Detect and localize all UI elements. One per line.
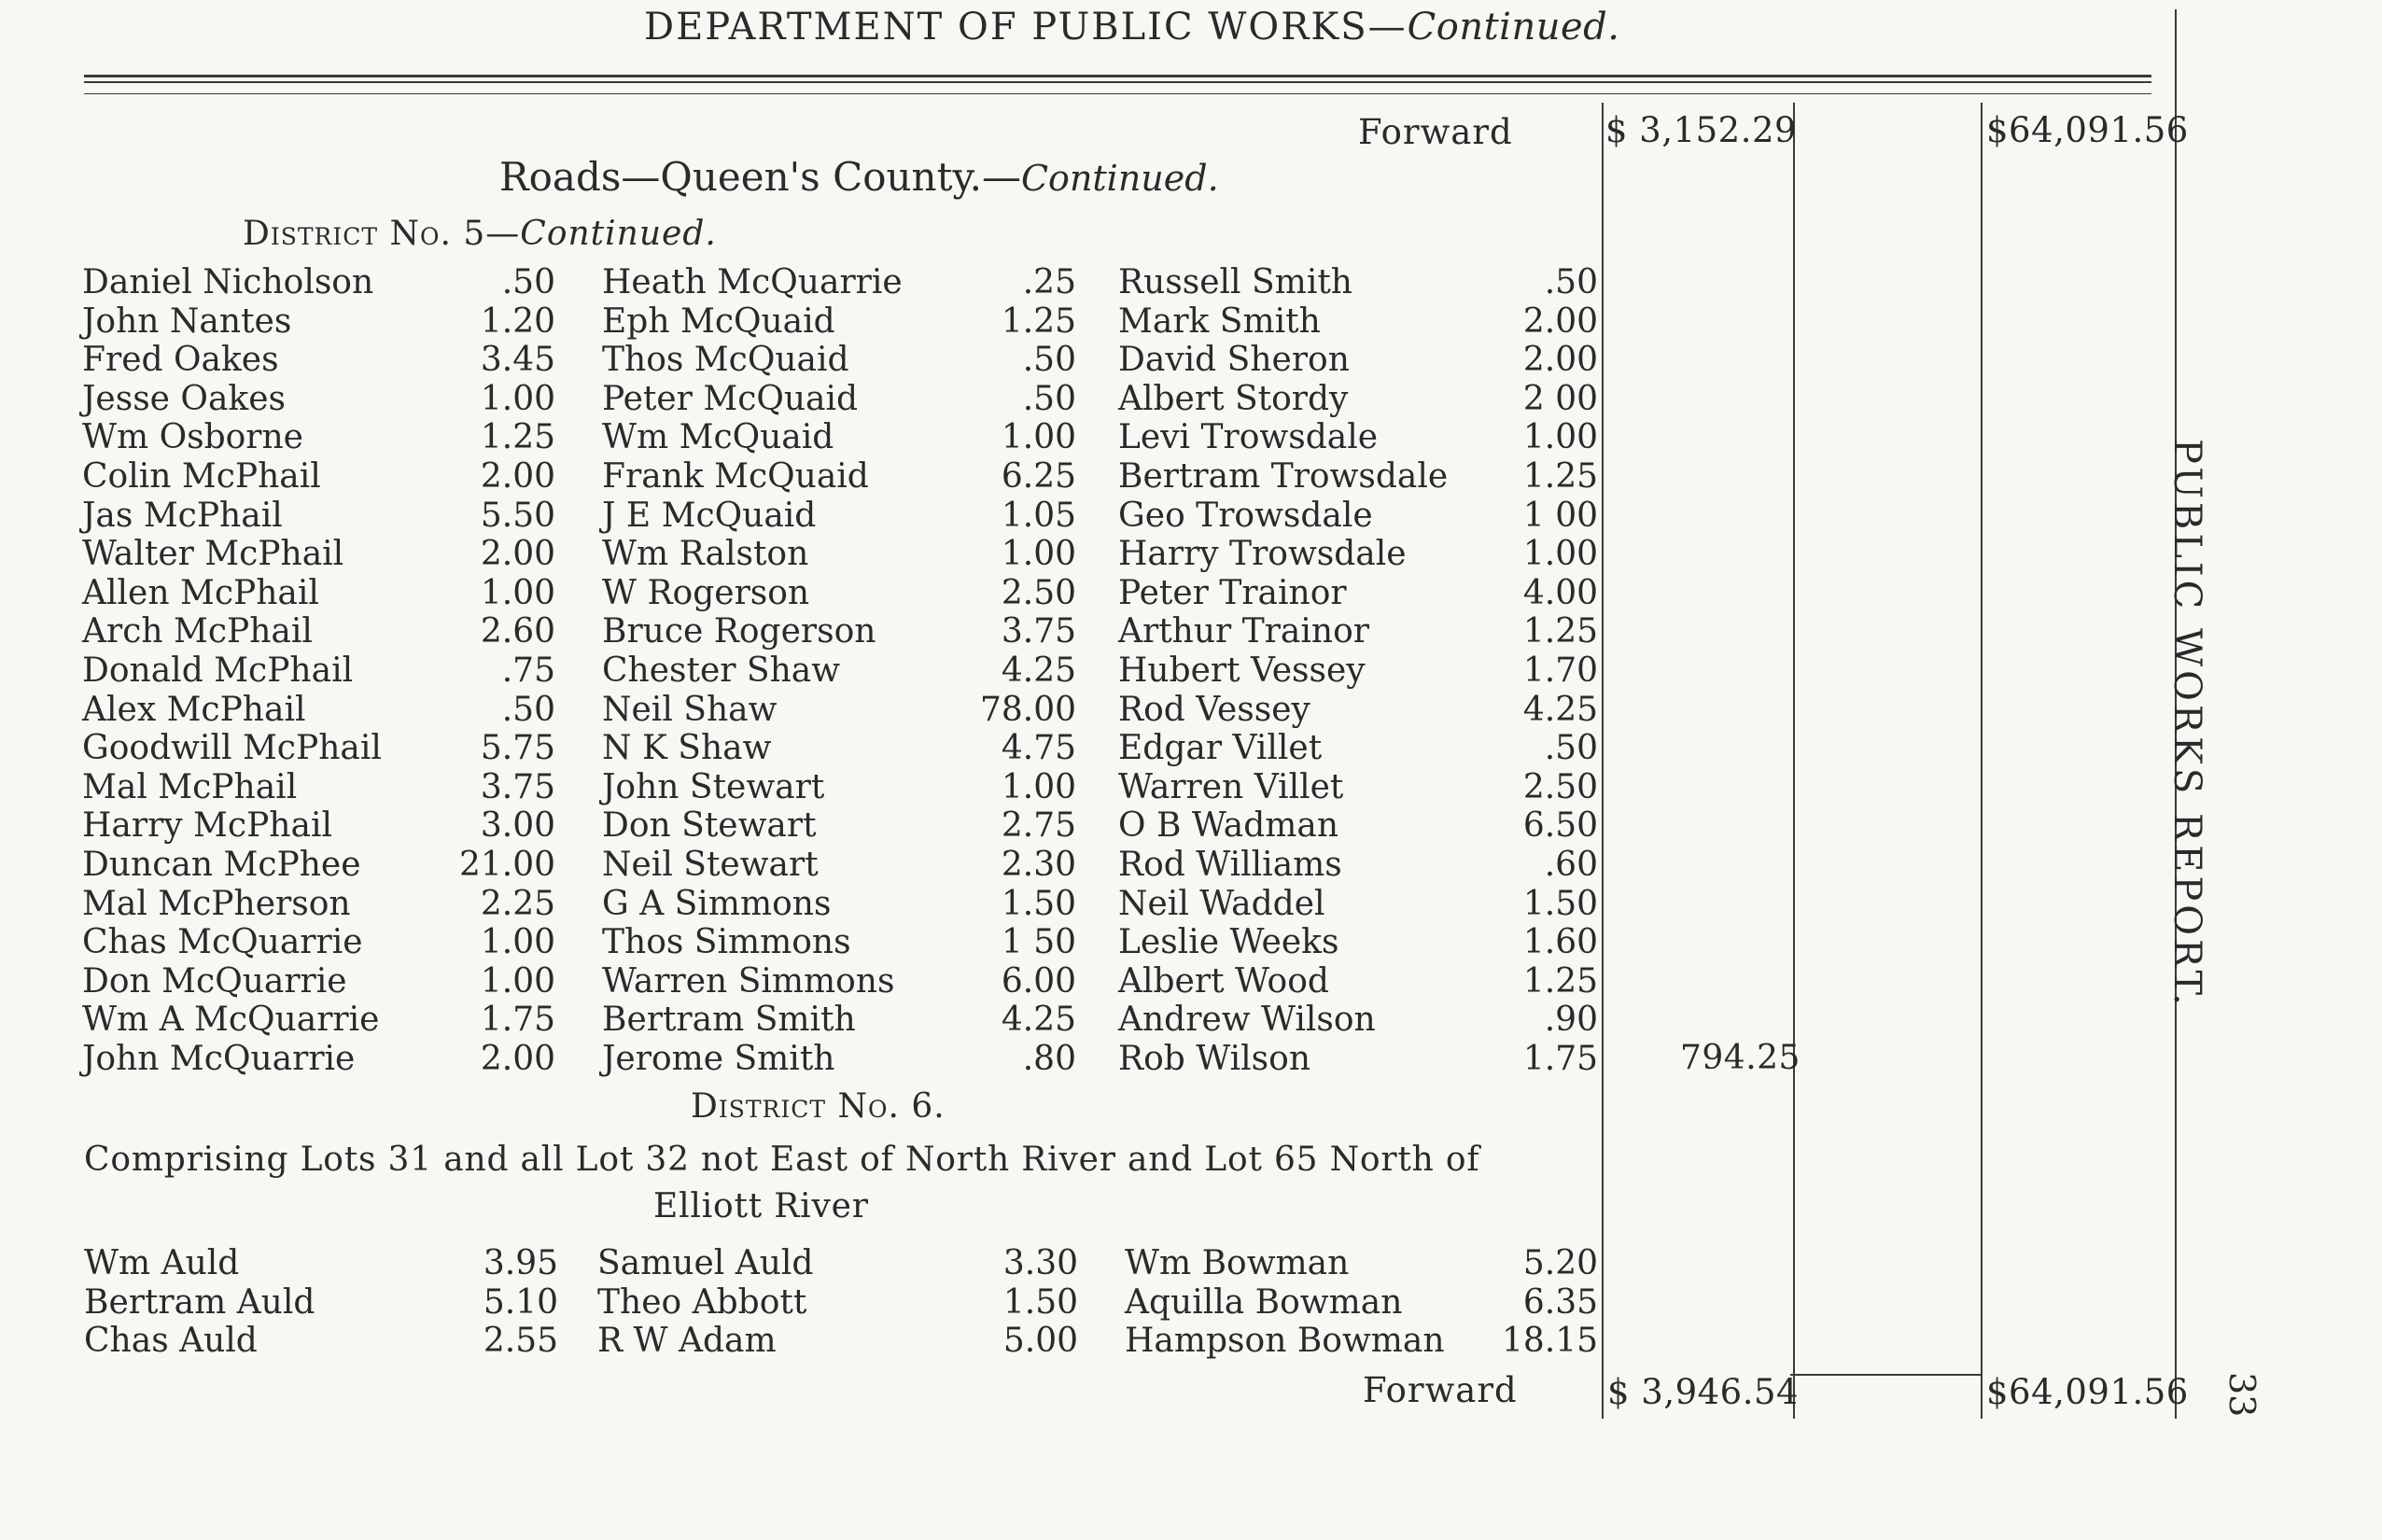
list-item	[1118, 341, 1598, 380]
entry-name: Hubert Vessey	[1118, 651, 1366, 690]
entry-name: Edgar Villet	[1118, 729, 1323, 768]
list-item	[1118, 380, 1598, 419]
entry-amount: 6.50	[1522, 806, 1598, 846]
entry-name: Wm Bowman	[1125, 1244, 1350, 1282]
entry-amount: 5.20	[1522, 1244, 1598, 1282]
entry-name: N K Shaw	[602, 729, 772, 768]
entry-amount: 1.00	[1001, 767, 1076, 806]
entry-name: Allen McPhail	[82, 573, 319, 612]
entry-amount: 1.25	[1522, 612, 1598, 651]
list-item	[1118, 1001, 1598, 1040]
entry-name: Peter Trainor	[1118, 573, 1347, 612]
list-item	[82, 457, 555, 497]
list-item	[602, 612, 1076, 651]
list-item	[1118, 691, 1598, 730]
entry-amount: 5.50	[480, 496, 555, 535]
entry-name: Mal McPhail	[82, 767, 298, 806]
entry-name: Arch McPhail	[82, 612, 313, 651]
entry-amount: 2.55	[483, 1322, 558, 1361]
entry-name: Aquilla Bowman	[1125, 1282, 1403, 1322]
entry-amount: 1.00	[1001, 418, 1076, 457]
entry-amount: 1.00	[480, 923, 555, 962]
forward-bottom-label: Forward	[1363, 1370, 1518, 1410]
list-item	[602, 263, 1076, 302]
list-item	[602, 1001, 1076, 1040]
entry-name: Harry Trowsdale	[1118, 535, 1407, 574]
list-item	[602, 341, 1076, 380]
entry-name: Donald McPhail	[82, 651, 354, 690]
amount-column-rule	[1602, 103, 1604, 1419]
section-title-text: Roads—Queen's County.	[499, 154, 982, 200]
list-item	[1118, 768, 1598, 807]
entry-amount: 5.10	[483, 1282, 558, 1322]
list-item	[1118, 418, 1598, 457]
list-item	[1118, 457, 1598, 497]
list-item	[82, 691, 555, 730]
entry-name: Leslie Weeks	[1118, 923, 1339, 962]
entry-name: Russell Smith	[1118, 263, 1352, 301]
header-rule-thin	[84, 93, 2151, 94]
entry-name: Don Stewart	[602, 806, 817, 846]
district6-description-line1: Comprising Lots 31 and all Lot 32 not East of North River and Lot 65 North of	[84, 1141, 1480, 1179]
list-item	[602, 1040, 1076, 1079]
entry-amount: .50	[1022, 341, 1076, 380]
entry-name: Fred Oakes	[82, 341, 279, 380]
entry-amount: .80	[1022, 1040, 1076, 1078]
entry-amount: 2.00	[1522, 301, 1598, 341]
middle-column-rule	[1793, 103, 1795, 1419]
entry-name: John McQuarrie	[82, 1040, 356, 1078]
entry-amount: 6.25	[1001, 457, 1076, 496]
entry-name: Albert Stordy	[1118, 379, 1349, 418]
entry-name: R W Adam	[597, 1322, 777, 1361]
list-item	[1118, 923, 1598, 962]
entry-name: Theo Abbott	[597, 1282, 807, 1322]
list-item	[84, 1283, 558, 1323]
forward-bottom-total: $64,091.56	[1986, 1372, 2189, 1412]
entry-name: Goodwill McPhail	[82, 729, 382, 768]
district5-dash: —	[485, 215, 521, 253]
list-item	[82, 962, 555, 1001]
district5-label: District No. 5	[243, 215, 486, 253]
entry-name: Chas Auld	[84, 1322, 258, 1361]
list-item	[602, 535, 1076, 574]
list-item	[602, 418, 1076, 457]
entry-amount: 1 00	[1522, 496, 1598, 535]
list-item	[1118, 497, 1598, 536]
forward-underline-rule	[1790, 1374, 1981, 1376]
header-dash: —	[1367, 6, 1408, 49]
entry-name: Colin McPhail	[82, 457, 321, 496]
list-item	[1118, 651, 1598, 691]
list-item	[1125, 1322, 1598, 1361]
list-item	[82, 341, 555, 380]
entry-amount: 2.00	[480, 1040, 555, 1078]
entry-amount: 2.50	[1522, 767, 1598, 806]
forward-top-total: $64,091.56	[1986, 110, 2189, 150]
entry-amount: 21.00	[458, 846, 555, 884]
entry-amount: 78.00	[979, 690, 1076, 729]
entry-amount: 1.00	[1522, 418, 1598, 457]
list-item	[602, 691, 1076, 730]
list-item	[82, 651, 555, 691]
entry-amount: 3.45	[480, 341, 555, 380]
entry-name: Albert Wood	[1118, 961, 1329, 1001]
page-header	[644, 6, 1619, 49]
list-item	[597, 1283, 1078, 1323]
entry-name: Samuel Auld	[597, 1244, 814, 1282]
entry-name: Bruce Rogerson	[602, 612, 876, 651]
list-item	[602, 380, 1076, 419]
entry-amount: .50	[1544, 729, 1598, 768]
entry-amount: 5.75	[480, 729, 555, 768]
entry-amount: 2.50	[1001, 573, 1076, 612]
entry-amount: 2.30	[1001, 846, 1076, 884]
entry-amount: 1.05	[1001, 496, 1076, 535]
list-item	[602, 923, 1076, 962]
entry-amount: 5.00	[1002, 1322, 1078, 1361]
entry-name: J E McQuaid	[602, 496, 817, 535]
entry-name: Neil Stewart	[602, 846, 819, 884]
list-item	[82, 1001, 555, 1040]
forward-top-label: Forward	[1358, 112, 1513, 152]
entry-amount: 2.60	[480, 612, 555, 651]
entry-amount: 1.25	[1522, 961, 1598, 1001]
entry-name: Alex McPhail	[82, 690, 306, 729]
entry-amount: .60	[1544, 846, 1598, 884]
entry-amount: 4.25	[1001, 1001, 1076, 1040]
list-item	[84, 1322, 558, 1361]
list-item	[602, 497, 1076, 536]
entry-name: Wm Osborne	[82, 418, 303, 457]
entry-name: Heath McQuarrie	[602, 263, 903, 301]
district5-heading	[243, 215, 717, 253]
entry-amount: 1.00	[480, 379, 555, 418]
entry-name: Neil Shaw	[602, 690, 778, 729]
forward-bottom-amount: $ 3,946.54	[1607, 1372, 1800, 1412]
entry-name: Jesse Oakes	[82, 379, 287, 418]
district5-continued: Continued.	[520, 215, 717, 253]
header-rule-double	[84, 81, 2151, 83]
list-item	[602, 651, 1076, 691]
entry-name: Warren Villet	[1118, 767, 1344, 806]
entry-amount: 2.75	[1001, 806, 1076, 846]
list-item	[597, 1244, 1078, 1283]
entry-amount: 4.00	[1522, 573, 1598, 612]
district6-description-line2: Elliott River	[653, 1187, 869, 1225]
entry-amount: 2.00	[1522, 341, 1598, 380]
entry-name: Rod Vessey	[1118, 690, 1310, 729]
list-item	[1118, 263, 1598, 302]
list-item	[82, 846, 555, 885]
entry-amount: 1 50	[1001, 923, 1076, 962]
entry-amount: 1.50	[1001, 884, 1076, 923]
list-item	[1118, 574, 1598, 613]
entry-name: Chas McQuarrie	[82, 923, 363, 962]
header-rule-top	[84, 75, 2151, 77]
list-item	[1118, 846, 1598, 885]
entry-amount: 18.15	[1501, 1322, 1598, 1361]
district6-heading	[691, 1087, 946, 1126]
district6-label: District No. 6.	[691, 1087, 946, 1126]
entry-name: Mal McPherson	[82, 884, 351, 923]
entry-name: Mark Smith	[1118, 301, 1321, 341]
entry-amount: 6.35	[1522, 1282, 1598, 1322]
entry-amount: .50	[501, 690, 555, 729]
entry-amount: 1.00	[480, 573, 555, 612]
entry-name: Don McQuarrie	[82, 961, 347, 1001]
list-item	[1118, 1040, 1598, 1079]
entry-amount: 1.75	[480, 1001, 555, 1040]
list-item	[1118, 535, 1598, 574]
entry-name: Frank McQuaid	[602, 457, 869, 496]
list-item	[82, 302, 555, 342]
entry-amount: 1.25	[480, 418, 555, 457]
list-item	[82, 885, 555, 924]
entry-amount: 2.00	[480, 457, 555, 496]
entry-name: Daniel Nicholson	[82, 263, 374, 301]
list-item	[602, 574, 1076, 613]
list-item	[1118, 729, 1598, 768]
list-item	[82, 574, 555, 613]
entry-amount: 1.00	[1522, 535, 1598, 574]
entry-amount: 3.95	[483, 1244, 558, 1282]
entry-amount: 6.00	[1001, 961, 1076, 1001]
entry-name: Bertram Smith	[602, 1001, 856, 1040]
list-item	[602, 885, 1076, 924]
list-item	[1125, 1283, 1598, 1323]
entry-amount: 2.25	[480, 884, 555, 923]
entry-name: Jas McPhail	[82, 496, 283, 535]
entry-amount: 1.60	[1522, 923, 1598, 962]
entry-amount: 3.00	[480, 806, 555, 846]
entry-name: Wm Ralston	[602, 535, 809, 574]
list-item	[602, 729, 1076, 768]
list-item	[82, 535, 555, 574]
entry-name: Hampson Bowman	[1125, 1322, 1445, 1361]
entry-amount: 4.75	[1001, 729, 1076, 768]
entry-name: Duncan McPhee	[82, 846, 361, 884]
entry-name: Bertram Trowsdale	[1118, 457, 1449, 496]
list-item	[84, 1244, 558, 1283]
list-item	[602, 846, 1076, 885]
entry-amount: 1.25	[1001, 301, 1076, 341]
entry-name: Neil Waddel	[1118, 884, 1325, 923]
entry-name: Thos McQuaid	[602, 341, 849, 380]
entry-name: Rod Williams	[1118, 846, 1342, 884]
entry-name: Levi Trowsdale	[1118, 418, 1379, 457]
section-title-continued: Continued.	[1020, 158, 1219, 199]
list-item	[1125, 1244, 1598, 1283]
list-item	[82, 497, 555, 536]
entry-name: Jerome Smith	[602, 1040, 835, 1078]
entry-amount: .50	[501, 263, 555, 301]
entry-name: Peter McQuaid	[602, 379, 859, 418]
list-item	[82, 768, 555, 807]
entry-name: Wm Auld	[84, 1244, 240, 1282]
district5-subtotal: 794.25	[1680, 1039, 1801, 1077]
entry-name: Harry McPhail	[82, 806, 332, 846]
entry-amount: 2 00	[1522, 379, 1598, 418]
list-item	[602, 962, 1076, 1001]
section-title-dash: —	[981, 154, 1021, 200]
entry-name: G A Simmons	[602, 884, 832, 923]
entry-amount: 3.75	[480, 767, 555, 806]
list-item	[602, 457, 1076, 497]
entry-amount: .50	[1544, 263, 1598, 301]
entry-name: Arthur Trainor	[1118, 612, 1369, 651]
forward-top-amount: $ 3,152.29	[1605, 110, 1798, 150]
list-item	[597, 1322, 1078, 1361]
entry-name: John Stewart	[602, 767, 825, 806]
entry-amount: .50	[1022, 379, 1076, 418]
side-title: PUBLIC WORKS REPORT.	[2165, 439, 2208, 1009]
entry-name: Rob Wilson	[1118, 1040, 1310, 1078]
header-continued: Continued.	[1407, 6, 1620, 49]
entry-amount: 4.25	[1522, 690, 1598, 729]
entry-name: Andrew Wilson	[1118, 1001, 1376, 1040]
list-item	[82, 806, 555, 846]
entry-amount: 2.00	[480, 535, 555, 574]
entry-name: Geo Trowsdale	[1118, 496, 1373, 535]
entry-name: John Nantes	[82, 301, 292, 341]
entry-name: Wm McQuaid	[602, 418, 834, 457]
total-column-rule	[1981, 103, 1983, 1419]
section-title	[499, 154, 1219, 200]
list-item	[602, 806, 1076, 846]
entry-amount: 1.00	[1001, 535, 1076, 574]
list-item	[82, 1040, 555, 1079]
list-item	[82, 418, 555, 457]
list-item	[1118, 962, 1598, 1001]
entry-amount: 1.75	[1522, 1040, 1598, 1078]
list-item	[82, 612, 555, 651]
list-item	[82, 380, 555, 419]
header-title: DEPARTMENT OF PUBLIC WORKS	[644, 6, 1368, 49]
list-item	[1118, 612, 1598, 651]
list-item	[1118, 885, 1598, 924]
list-item	[602, 302, 1076, 342]
entry-amount: 1.50	[1522, 884, 1598, 923]
list-item	[1118, 302, 1598, 342]
entry-amount: 1.00	[480, 961, 555, 1001]
entry-name: Chester Shaw	[602, 651, 841, 690]
entry-amount: 1.50	[1002, 1282, 1078, 1322]
entry-amount: 3.30	[1002, 1244, 1078, 1282]
entry-name: Wm A McQuarrie	[82, 1001, 380, 1040]
entry-amount: 4.25	[1001, 651, 1076, 690]
list-item	[1118, 806, 1598, 846]
entry-name: O B Wadman	[1118, 806, 1339, 846]
list-item	[82, 729, 555, 768]
list-item	[602, 768, 1076, 807]
list-item	[82, 263, 555, 302]
entry-amount: 1.70	[1522, 651, 1598, 690]
entry-amount: 3.75	[1001, 612, 1076, 651]
entry-name: David Sheron	[1118, 341, 1350, 380]
entry-name: Thos Simmons	[602, 923, 851, 962]
entry-name: Eph McQuaid	[602, 301, 835, 341]
entry-name: Warren Simmons	[602, 961, 895, 1001]
page-number: 33	[2221, 1372, 2263, 1418]
entry-name: Bertram Auld	[84, 1282, 315, 1322]
list-item	[82, 923, 555, 962]
entry-amount: .25	[1022, 263, 1076, 301]
entry-amount: .75	[501, 651, 555, 690]
entry-name: Walter McPhail	[82, 535, 344, 574]
entry-amount: 1.25	[1522, 457, 1598, 496]
entry-amount: 1.20	[480, 301, 555, 341]
entry-name: W Rogerson	[602, 573, 810, 612]
entry-amount: .90	[1544, 1001, 1598, 1040]
